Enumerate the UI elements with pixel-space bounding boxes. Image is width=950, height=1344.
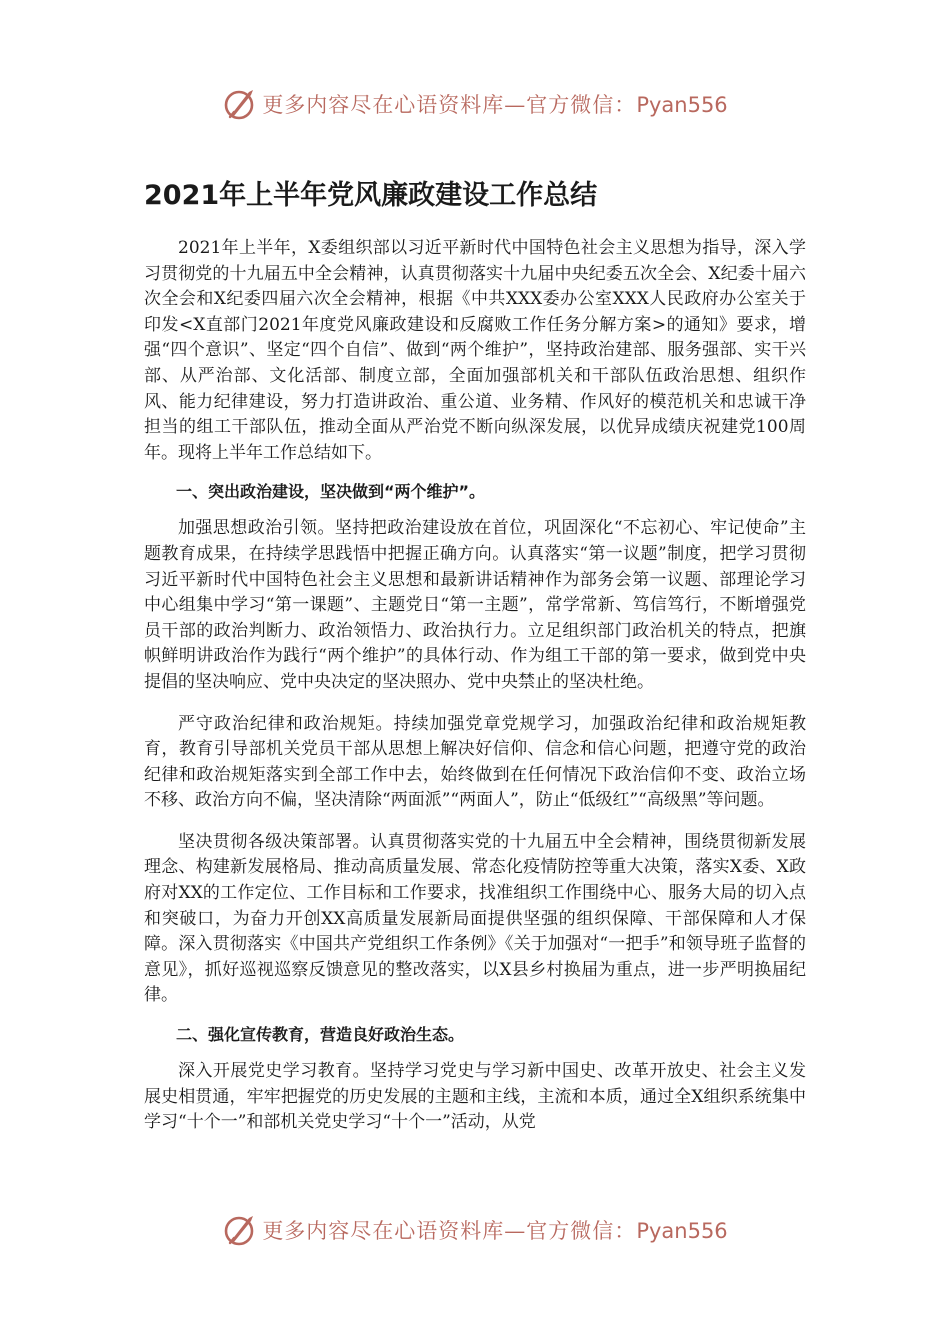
quill-logo-icon [222,1212,258,1248]
paragraph: 深入开展党史学习教育。坚持学习党史与学习新中国史、改革开放史、社会主义发展史相贯通，牢牢把握党的历史发展的主题和主线，主流和本质，通过全X组织系统集中学习“十个一”和部机关党史学习“十个一”活动，从党 [144,1061,806,1133]
wechat-handle: Pyan556 [636,1219,728,1243]
paragraph: 严守政治纪律和政治规矩。持续加强党章党规学习，加强政治纪律和政治规矩教育，教育引导部机关党员干部从思想上解决好信仰、信念和信心问题，把遵守党的政治纪律和政治规矩落实到全部工作中去，始终做到在任何情况下政治信仰不变、政治立场不移、政治方向不偏，坚决清除“两面派”“两面人”，防止“低级红”“高级黑”等问题。 [144,713,806,811]
document-title: 2021年上半年党风廉政建设工作总结 [144,180,598,211]
intro-paragraph: 2021年上半年，X委组织部以习近平新时代中国特色社会主义思想为指导，深入学习贯彻党的十九届五中全会精神，认真贯彻落实十九届中央纪委五次全会、X纪委十届六次全会和X纪委四届六次全会精神，根据《中共XXX委办公室XXX人民政府办公室关于印发<X直部门2021年度党风廉政建设和反腐败工作任务分解方案>的通知》要求，增强“四个意识”、坚定“四个自信”、做到“两个维护”，坚持政治建部、服务强部、实干兴部、从严治部、文化活部、制度立部，全面加强部机关和干部队伍政治思想、组织作风、能力纪律建设，努力打造讲政治、重公道、业务精、作风好的模范机关和忠诚干净担当的组工干部队伍，推动全面从严治党不断向纵深发展，以优异成绩庆祝建党100周年。现将上半年工作总结如下。 [144,238,806,463]
wechat-handle: Pyan556 [636,93,728,117]
section-heading-2: 二、强化宣传教育，营造良好政治生态。 [176,1025,465,1045]
footer-banner [0,1210,950,1250]
header-banner [0,84,950,124]
paragraph: 加强思想政治引领。坚持把政治建设放在首位，巩固深化“不忘初心、牢记使命”主题教育成果，在持续学思践悟中把握正确方向。认真落实“第一议题”制度，把学习贯彻习近平新时代中国特色社会主义思想和最新讲话精神作为部务会第一议题、部理论学习中心组集中学习“第一课题”、主题党日“第一主题”，常学常新、笃信笃行，不断增强党员干部的政治判断力、政治领悟力、政治执行力。立足组织部门政治机关的特点，把旗帜鲜明讲政治作为践行“两个维护”的具体行动、作为组工干部的第一要求，做到党中央提倡的坚决响应、党中央决定的坚决照办、党中央禁止的坚决杜绝。 [144,518,806,692]
banner-text: 更多内容尽在心语资料库—官方微信：Pyan556 [262,1219,728,1243]
quill-logo-icon [222,86,258,122]
section-heading-1: 一、突出政治建设，坚决做到“两个维护”。 [176,482,486,502]
banner-text: 更多内容尽在心语资料库—官方微信：Pyan556 [262,93,728,117]
paragraph: 坚决贯彻各级决策部署。认真贯彻落实党的十九届五中全会精神，围绕贯彻新发展理念、构建新发展格局、推动高质量发展、常态化疫情防控等重大决策，落实X委、X政府对XX的工作定位、工作目标和工作要求，找准组织工作围绕中心、服务大局的切入点和突破口，为奋力开创XX高质量发展新局面提供坚强的组织保障、干部保障和人才保障。深入贯彻落实《中国共产党组织工作条例》《关于加强对“一把手”和领导班子监督的意见》，抓好巡视巡察反馈意见的整改落实，以X县乡村换届为重点，进一步严明换届纪律。 [144,831,806,1006]
document-body [144,176,806,1136]
